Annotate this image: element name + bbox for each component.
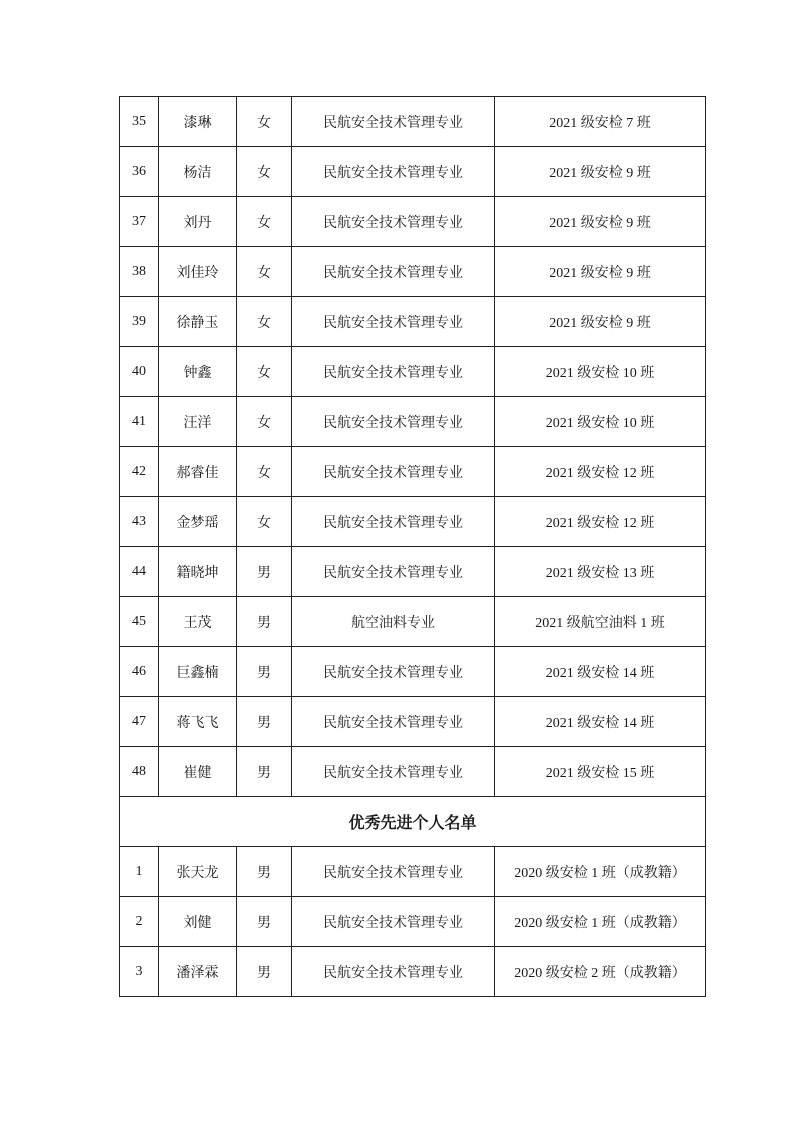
row-number: 45 bbox=[120, 597, 159, 647]
student-gender: 女 bbox=[237, 197, 292, 247]
table-row bbox=[120, 447, 706, 497]
student-gender: 男 bbox=[237, 597, 292, 647]
student-gender: 女 bbox=[237, 447, 292, 497]
table-row bbox=[120, 497, 706, 547]
table-row bbox=[120, 897, 706, 947]
student-gender: 男 bbox=[237, 897, 292, 947]
student-class: 2021 级安检 12 班 bbox=[495, 447, 706, 497]
student-class: 2021 级安检 14 班 bbox=[495, 647, 706, 697]
student-major: 民航安全技术管理专业 bbox=[292, 297, 495, 347]
student-major: 民航安全技术管理专业 bbox=[292, 347, 495, 397]
student-major: 民航安全技术管理专业 bbox=[292, 147, 495, 197]
student-name: 刘佳玲 bbox=[159, 247, 237, 297]
student-major: 民航安全技术管理专业 bbox=[292, 447, 495, 497]
student-name: 张天龙 bbox=[159, 847, 237, 897]
student-major: 民航安全技术管理专业 bbox=[292, 247, 495, 297]
row-number: 43 bbox=[120, 497, 159, 547]
student-gender: 男 bbox=[237, 947, 292, 997]
student-name: 郝睿佳 bbox=[159, 447, 237, 497]
student-class: 2021 级安检 14 班 bbox=[495, 697, 706, 747]
student-name: 徐静玉 bbox=[159, 297, 237, 347]
table-row bbox=[120, 247, 706, 297]
student-name: 潘泽霖 bbox=[159, 947, 237, 997]
student-name: 巨鑫楠 bbox=[159, 647, 237, 697]
table-row bbox=[120, 547, 706, 597]
student-major: 民航安全技术管理专业 bbox=[292, 897, 495, 947]
student-gender: 女 bbox=[237, 397, 292, 447]
table-row bbox=[120, 747, 706, 797]
student-class: 2021 级安检 9 班 bbox=[495, 297, 706, 347]
student-class: 2020 级安检 1 班（成教籍） bbox=[495, 847, 706, 897]
student-gender: 男 bbox=[237, 847, 292, 897]
table-row bbox=[120, 847, 706, 897]
student-class: 2021 级安检 10 班 bbox=[495, 347, 706, 397]
student-name: 刘健 bbox=[159, 897, 237, 947]
table-row bbox=[120, 347, 706, 397]
student-name: 崔健 bbox=[159, 747, 237, 797]
student-name: 刘丹 bbox=[159, 197, 237, 247]
student-name: 杨洁 bbox=[159, 147, 237, 197]
student-gender: 女 bbox=[237, 497, 292, 547]
student-class: 2021 级安检 9 班 bbox=[495, 247, 706, 297]
student-gender: 女 bbox=[237, 347, 292, 397]
student-roster-table bbox=[119, 96, 706, 997]
row-number: 47 bbox=[120, 697, 159, 747]
row-number: 42 bbox=[120, 447, 159, 497]
section-title-row bbox=[120, 797, 706, 847]
student-name: 金梦瑶 bbox=[159, 497, 237, 547]
row-number: 39 bbox=[120, 297, 159, 347]
student-class: 2021 级安检 10 班 bbox=[495, 397, 706, 447]
table-row bbox=[120, 197, 706, 247]
row-number: 35 bbox=[120, 97, 159, 147]
student-name: 漆琳 bbox=[159, 97, 237, 147]
student-class: 2021 级安检 15 班 bbox=[495, 747, 706, 797]
student-major: 民航安全技术管理专业 bbox=[292, 947, 495, 997]
student-major: 民航安全技术管理专业 bbox=[292, 647, 495, 697]
student-class: 2021 级安检 7 班 bbox=[495, 97, 706, 147]
row-number: 46 bbox=[120, 647, 159, 697]
table-row bbox=[120, 697, 706, 747]
table-row bbox=[120, 647, 706, 697]
row-number: 48 bbox=[120, 747, 159, 797]
student-major: 航空油料专业 bbox=[292, 597, 495, 647]
student-name: 汪洋 bbox=[159, 397, 237, 447]
student-major: 民航安全技术管理专业 bbox=[292, 697, 495, 747]
table-row bbox=[120, 147, 706, 197]
roster-body bbox=[120, 97, 706, 997]
row-number: 40 bbox=[120, 347, 159, 397]
student-gender: 女 bbox=[237, 247, 292, 297]
row-number: 2 bbox=[120, 897, 159, 947]
row-number: 1 bbox=[120, 847, 159, 897]
row-number: 36 bbox=[120, 147, 159, 197]
student-name: 籍晓坤 bbox=[159, 547, 237, 597]
student-major: 民航安全技术管理专业 bbox=[292, 847, 495, 897]
table-row bbox=[120, 597, 706, 647]
student-name: 蒋飞飞 bbox=[159, 697, 237, 747]
student-class: 2020 级安检 2 班（成教籍） bbox=[495, 947, 706, 997]
student-class: 2021 级安检 9 班 bbox=[495, 197, 706, 247]
row-number: 37 bbox=[120, 197, 159, 247]
row-number: 3 bbox=[120, 947, 159, 997]
row-number: 44 bbox=[120, 547, 159, 597]
student-gender: 女 bbox=[237, 147, 292, 197]
student-name: 王茂 bbox=[159, 597, 237, 647]
student-gender: 男 bbox=[237, 647, 292, 697]
student-class: 2021 级安检 9 班 bbox=[495, 147, 706, 197]
table-row bbox=[120, 947, 706, 997]
row-number: 41 bbox=[120, 397, 159, 447]
student-major: 民航安全技术管理专业 bbox=[292, 497, 495, 547]
student-gender: 女 bbox=[237, 97, 292, 147]
student-class: 2021 级安检 13 班 bbox=[495, 547, 706, 597]
student-class: 2021 级安检 12 班 bbox=[495, 497, 706, 547]
section-title: 优秀先进个人名单 bbox=[120, 797, 706, 847]
student-major: 民航安全技术管理专业 bbox=[292, 197, 495, 247]
student-major: 民航安全技术管理专业 bbox=[292, 97, 495, 147]
student-name: 钟鑫 bbox=[159, 347, 237, 397]
student-major: 民航安全技术管理专业 bbox=[292, 397, 495, 447]
row-number: 38 bbox=[120, 247, 159, 297]
student-class: 2021 级航空油料 1 班 bbox=[495, 597, 706, 647]
student-gender: 男 bbox=[237, 547, 292, 597]
student-major: 民航安全技术管理专业 bbox=[292, 547, 495, 597]
student-gender: 男 bbox=[237, 747, 292, 797]
table-row bbox=[120, 97, 706, 147]
student-gender: 男 bbox=[237, 697, 292, 747]
table-row bbox=[120, 297, 706, 347]
student-gender: 女 bbox=[237, 297, 292, 347]
table-row bbox=[120, 397, 706, 447]
student-class: 2020 级安检 1 班（成教籍） bbox=[495, 897, 706, 947]
student-major: 民航安全技术管理专业 bbox=[292, 747, 495, 797]
